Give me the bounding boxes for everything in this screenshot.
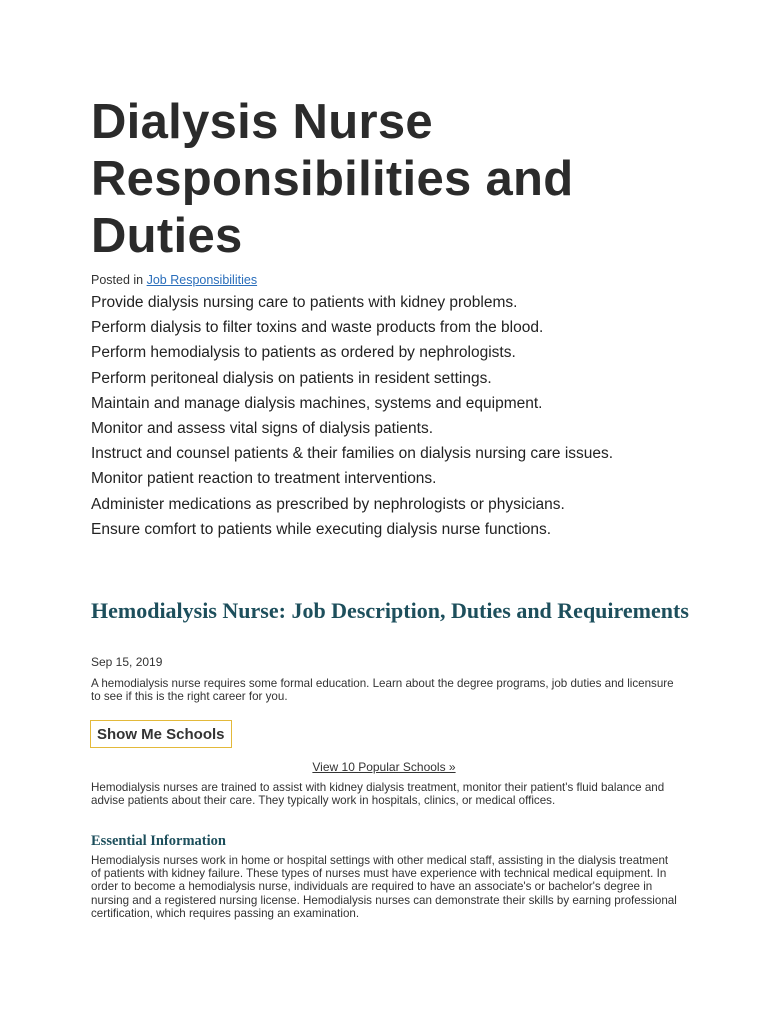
page-title: Dialysis Nurse Responsibilities and Duties: [91, 95, 574, 263]
category-link[interactable]: Job Responsibilities: [146, 273, 258, 287]
duty-item: Maintain and manage dialysis machines, systems and equipment.: [91, 394, 543, 412]
duty-item: Perform hemodialysis to patients as ordered by nephrologists.: [91, 344, 516, 362]
duty-item: Instruct and counsel patients & their families on dialysis nursing care issues.: [91, 445, 614, 463]
duty-item: Ensure comfort to patients while executing dialysis nurse functions.: [91, 520, 552, 538]
essential-information-paragraph: Hemodialysis nurses work in home or hospital settings with other medical staff, assisting in the dialysis treatment of patients with kidney failure. These types of nurses must have experience with technical medical equipment. In order to become a hemodialysis nurse, individuals are required to have an associate's or bachelor's degree in nursing and a registered nursing license. Hemodialysis nurses can demonstrate their skills by earning professional certification, which requires passing an examination.: [91, 854, 677, 920]
duty-item: Provide dialysis nursing care to patients with kidney problems.: [91, 294, 518, 311]
article-title[interactable]: Hemodialysis Nurse: Job Description, Duties and Requirements: [91, 598, 689, 623]
duty-item: Perform peritoneal dialysis on patients in resident settings.: [91, 369, 492, 387]
article-date: Sep 15, 2019: [91, 655, 163, 669]
view-popular-schools-link[interactable]: View 10 Popular Schools »: [312, 760, 456, 774]
duty-item: Monitor patient reaction to treatment interventions.: [91, 470, 437, 488]
popular-schools-row: [0, 760, 768, 774]
intro-paragraph: Hemodialysis nurses are trained to assist with kidney dialysis treatment, monitor their patient's fluid balance and advise patients about their care. They typically work in hospitals, clinics, or medical offices.: [91, 781, 665, 808]
posted-in-line: [91, 272, 257, 288]
posted-in-prefix: Posted in: [91, 273, 147, 287]
show-me-schools-button[interactable]: Show Me Schools: [90, 720, 232, 748]
article-summary: A hemodialysis nurse requires some formal education. Learn about the degree programs, job duties and licensure to see if this is the right career for you.: [91, 677, 674, 704]
essential-information-heading: Essential Information: [91, 833, 226, 849]
duties-list: [91, 290, 613, 542]
duty-item: Administer medications as prescribed by nephrologists or physicians.: [91, 495, 565, 513]
duty-item: Monitor and assess vital signs of dialysis patients.: [91, 420, 434, 438]
duty-item: Perform dialysis to filter toxins and waste products from the blood.: [91, 319, 544, 337]
